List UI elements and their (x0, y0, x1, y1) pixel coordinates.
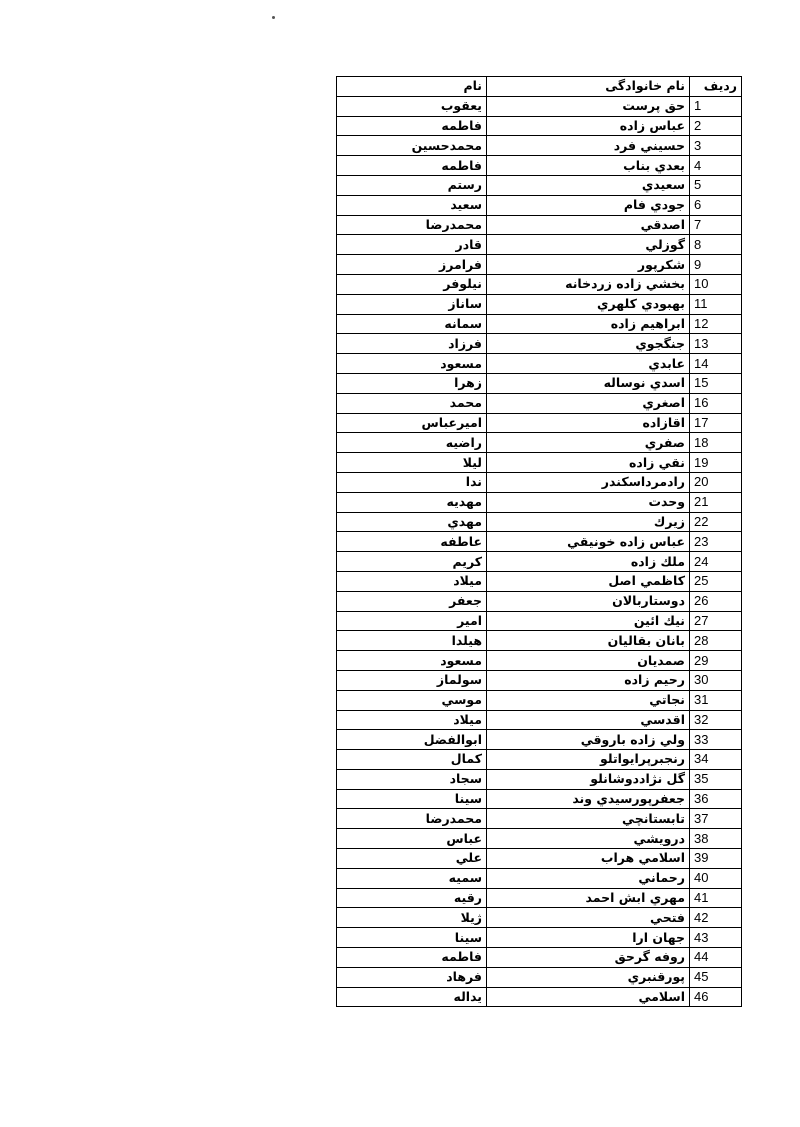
row-index: 17 (690, 413, 742, 433)
row-first-name: فرامرز (337, 255, 487, 275)
row-family-name: رنجبرپرايواتلو (487, 750, 690, 770)
table-row (337, 215, 742, 235)
row-family-name: عابدي (487, 354, 690, 374)
table-row (337, 710, 742, 730)
row-index: 33 (690, 730, 742, 750)
row-family-name: تابستانچي (487, 809, 690, 829)
row-family-name: كاظمي اصل (487, 571, 690, 591)
row-first-name: فاطمه (337, 156, 487, 176)
row-index: 31 (690, 690, 742, 710)
row-index: 36 (690, 789, 742, 809)
row-first-name: اميرعباس (337, 413, 487, 433)
row-index: 18 (690, 433, 742, 453)
row-family-name: عباس زاده خونيقي (487, 532, 690, 552)
row-first-name: سجاد (337, 769, 487, 789)
row-family-name: اقازاده (487, 413, 690, 433)
roster-table (336, 76, 742, 1007)
table-row (337, 552, 742, 572)
row-index: 2 (690, 116, 742, 136)
row-family-name: اسلامي هراب (487, 849, 690, 869)
row-first-name: رقيه (337, 888, 487, 908)
row-family-name: بعدي بناب (487, 156, 690, 176)
table-row (337, 888, 742, 908)
row-index: 30 (690, 670, 742, 690)
row-first-name: زهرا (337, 373, 487, 393)
table-row (337, 829, 742, 849)
table-row (337, 928, 742, 948)
row-first-name: سينا (337, 789, 487, 809)
table-row (337, 453, 742, 473)
row-first-name: عاطفه (337, 532, 487, 552)
row-family-name: مهري ابش احمد (487, 888, 690, 908)
row-family-name: صفري (487, 433, 690, 453)
row-family-name: نقي زاده (487, 453, 690, 473)
row-first-name: امير (337, 611, 487, 631)
header-first-name: نام (337, 77, 487, 97)
row-family-name: ملك زاده (487, 552, 690, 572)
row-first-name: كمال (337, 750, 487, 770)
table-row (337, 730, 742, 750)
table-row (337, 393, 742, 413)
row-first-name: سولماز (337, 670, 487, 690)
row-first-name: كريم (337, 552, 487, 572)
row-index: 20 (690, 472, 742, 492)
table-row (337, 433, 742, 453)
row-first-name: مهدي (337, 512, 487, 532)
row-index: 14 (690, 354, 742, 374)
row-index: 26 (690, 591, 742, 611)
row-index: 28 (690, 631, 742, 651)
table-row (337, 532, 742, 552)
row-family-name: بخشي زاده زردخانه (487, 274, 690, 294)
row-index: 7 (690, 215, 742, 235)
table-row (337, 908, 742, 928)
table-row (337, 512, 742, 532)
row-family-name: رحيم زاده (487, 670, 690, 690)
table-row (337, 314, 742, 334)
row-index: 32 (690, 710, 742, 730)
row-first-name: فرزاد (337, 334, 487, 354)
row-first-name: راضيه (337, 433, 487, 453)
row-family-name: نيك ائين (487, 611, 690, 631)
row-family-name: اسلامي (487, 987, 690, 1007)
row-family-name: ابراهيم زاده (487, 314, 690, 334)
row-family-name: روفه گرحق (487, 948, 690, 968)
row-family-name: نجاتي (487, 690, 690, 710)
row-family-name: دوستاربالان (487, 591, 690, 611)
row-first-name: محمدرضا (337, 215, 487, 235)
row-family-name: وحدت (487, 492, 690, 512)
row-family-name: حق پرست (487, 96, 690, 116)
row-first-name: سعيد (337, 195, 487, 215)
table-row (337, 294, 742, 314)
table-row (337, 274, 742, 294)
row-index: 11 (690, 294, 742, 314)
table-row (337, 571, 742, 591)
table-row (337, 750, 742, 770)
row-first-name: سمانه (337, 314, 487, 334)
row-index: 29 (690, 651, 742, 671)
row-family-name: جنگجوي (487, 334, 690, 354)
row-first-name: مسعود (337, 651, 487, 671)
table-row (337, 334, 742, 354)
row-first-name: رستم (337, 175, 487, 195)
row-first-name: ابوالفضل (337, 730, 487, 750)
row-family-name: گل نژاددوشانلو (487, 769, 690, 789)
row-index: 23 (690, 532, 742, 552)
row-first-name: يداله (337, 987, 487, 1007)
row-first-name: عباس (337, 829, 487, 849)
header-row (337, 77, 742, 97)
row-index: 21 (690, 492, 742, 512)
table-row (337, 136, 742, 156)
row-first-name: يعقوب (337, 96, 487, 116)
row-first-name: جعفر (337, 591, 487, 611)
table-row (337, 175, 742, 195)
row-family-name: پورقنبري (487, 967, 690, 987)
row-family-name: اصغري (487, 393, 690, 413)
row-family-name: سعيدي (487, 175, 690, 195)
row-first-name: فرهاد (337, 967, 487, 987)
row-first-name: فاطمه (337, 948, 487, 968)
row-index: 27 (690, 611, 742, 631)
row-index: 45 (690, 967, 742, 987)
row-index: 10 (690, 274, 742, 294)
row-first-name: نيلوفر (337, 274, 487, 294)
row-index: 9 (690, 255, 742, 275)
row-family-name: عباس زاده (487, 116, 690, 136)
row-family-name: اقدسي (487, 710, 690, 730)
row-first-name: ندا (337, 472, 487, 492)
row-index: 35 (690, 769, 742, 789)
table-row (337, 413, 742, 433)
row-index: 3 (690, 136, 742, 156)
table-row (337, 769, 742, 789)
table-row (337, 472, 742, 492)
row-index: 43 (690, 928, 742, 948)
table-row (337, 354, 742, 374)
row-index: 25 (690, 571, 742, 591)
roster-body (337, 96, 742, 1007)
row-family-name: اصدقي (487, 215, 690, 235)
row-family-name: رادمرداسكندر (487, 472, 690, 492)
row-index: 41 (690, 888, 742, 908)
table-row (337, 116, 742, 136)
table-row (337, 670, 742, 690)
table-row (337, 156, 742, 176)
scan-speck (272, 16, 275, 19)
row-family-name: بهبودي كلهري (487, 294, 690, 314)
row-family-name: شكرپور (487, 255, 690, 275)
row-index: 40 (690, 868, 742, 888)
row-family-name: صمديان (487, 651, 690, 671)
row-index: 16 (690, 393, 742, 413)
table-row (337, 611, 742, 631)
row-family-name: جودي فام (487, 195, 690, 215)
row-family-name: اسدي نوساله (487, 373, 690, 393)
table-row (337, 591, 742, 611)
row-family-name: زيرك (487, 512, 690, 532)
row-family-name: جعفرپورسيدي وند (487, 789, 690, 809)
row-index: 44 (690, 948, 742, 968)
table-row (337, 987, 742, 1007)
row-first-name: ژيلا (337, 908, 487, 928)
row-index: 12 (690, 314, 742, 334)
row-first-name: محمدرضا (337, 809, 487, 829)
row-index: 15 (690, 373, 742, 393)
table-row (337, 373, 742, 393)
table-row (337, 96, 742, 116)
row-index: 5 (690, 175, 742, 195)
row-family-name: حسيني فرد (487, 136, 690, 156)
table-row (337, 195, 742, 215)
row-first-name: ليلا (337, 453, 487, 473)
row-first-name: موسي (337, 690, 487, 710)
row-first-name: هيلدا (337, 631, 487, 651)
row-first-name: علي (337, 849, 487, 869)
row-family-name: گوزلي (487, 235, 690, 255)
row-first-name: فاطمه (337, 116, 487, 136)
table-row (337, 651, 742, 671)
table-row (337, 789, 742, 809)
row-first-name: ميلاد (337, 710, 487, 730)
row-index: 46 (690, 987, 742, 1007)
row-first-name: محمدحسين (337, 136, 487, 156)
row-first-name: مهديه (337, 492, 487, 512)
row-index: 42 (690, 908, 742, 928)
row-family-name: درويشي (487, 829, 690, 849)
row-index: 22 (690, 512, 742, 532)
header-family-name: نام خانوادگی (487, 77, 690, 97)
row-index: 24 (690, 552, 742, 572)
table-row (337, 868, 742, 888)
table-row (337, 948, 742, 968)
row-index: 39 (690, 849, 742, 869)
row-family-name: فتحي (487, 908, 690, 928)
header-index: رديف (690, 77, 742, 97)
row-first-name: سميه (337, 868, 487, 888)
table-row (337, 849, 742, 869)
table-row (337, 492, 742, 512)
row-index: 37 (690, 809, 742, 829)
row-index: 4 (690, 156, 742, 176)
row-index: 6 (690, 195, 742, 215)
row-family-name: جهان ارا (487, 928, 690, 948)
row-index: 1 (690, 96, 742, 116)
row-index: 19 (690, 453, 742, 473)
row-family-name: بانان بقاليان (487, 631, 690, 651)
row-first-name: ميلاد (337, 571, 487, 591)
table-row (337, 967, 742, 987)
row-first-name: مسعود (337, 354, 487, 374)
table-row (337, 809, 742, 829)
row-first-name: ساناز (337, 294, 487, 314)
row-family-name: رحماني (487, 868, 690, 888)
row-family-name: ولي زاده باروقي (487, 730, 690, 750)
row-index: 8 (690, 235, 742, 255)
table-row (337, 690, 742, 710)
table-row (337, 255, 742, 275)
row-index: 13 (690, 334, 742, 354)
row-first-name: سينا (337, 928, 487, 948)
row-index: 38 (690, 829, 742, 849)
row-first-name: محمد (337, 393, 487, 413)
table-row (337, 631, 742, 651)
row-index: 34 (690, 750, 742, 770)
table-row (337, 235, 742, 255)
row-first-name: قادر (337, 235, 487, 255)
